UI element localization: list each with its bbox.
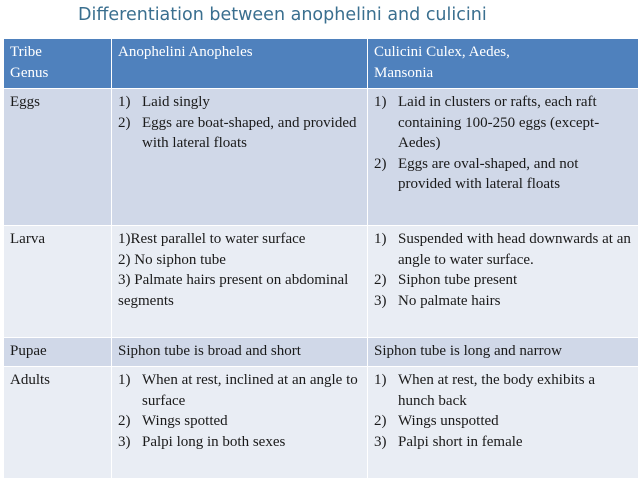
list-item xyxy=(118,411,362,432)
list-item xyxy=(374,229,633,270)
item-text: Wings spotted xyxy=(142,413,228,429)
line-text: 2) No siphon tube xyxy=(118,251,226,268)
list-item xyxy=(118,92,362,113)
item-number: 2) xyxy=(118,114,131,131)
item-number: 2) xyxy=(374,413,387,429)
item-text: Laid in clusters or rafts, each raft containing 100-250 eggs (except-Aedes) xyxy=(398,94,600,151)
anophelini-cell xyxy=(112,367,368,479)
header-tribe: Tribe xyxy=(10,44,42,60)
row-adults xyxy=(4,367,638,479)
row-label: Eggs xyxy=(4,89,112,226)
line-text: 3) Palmate hairs present on abdominal segments xyxy=(118,272,349,309)
item-text: Palpi short in female xyxy=(398,433,523,450)
line-text: 1)Rest parallel to water surface xyxy=(118,231,306,247)
item-text: Suspended with head downwards at an angle to water surface. xyxy=(398,231,631,268)
header-row xyxy=(4,39,638,89)
item-number: 2) xyxy=(374,272,387,288)
list-item xyxy=(374,92,633,154)
row-eggs xyxy=(4,89,638,226)
item-text: No palmate hairs xyxy=(398,292,501,309)
item-text: Eggs are boat-shaped, and provided with lateral floats xyxy=(142,114,357,151)
culicini-cell xyxy=(368,89,638,226)
item-text: When at rest, the body exhibits a hunch back xyxy=(398,372,596,409)
list-item xyxy=(374,411,633,432)
comparison-table xyxy=(3,38,638,479)
item-number: 3) xyxy=(374,433,387,450)
item-number: 1) xyxy=(118,94,131,110)
row-label: Larva xyxy=(4,226,112,338)
list-item xyxy=(118,432,362,453)
item-number: 3) xyxy=(374,292,387,309)
header-culicini-line-2: Mansonia xyxy=(374,64,434,81)
item-text: Laid singly xyxy=(142,94,210,110)
item-text: Wings unspotted xyxy=(398,413,499,429)
item-text: Eggs are oval-shaped, and not provided with lateral floats xyxy=(398,155,579,192)
anophelini-cell xyxy=(112,89,368,226)
anophelini-cell: Siphon tube is broad and short xyxy=(112,338,368,367)
header-culicini xyxy=(368,39,638,89)
list-item xyxy=(374,370,633,411)
item-text: Siphon tube present xyxy=(398,272,518,288)
item-number: 2) xyxy=(118,413,131,429)
list-item xyxy=(374,291,633,312)
header-anophelini: Anophelini Anopheles xyxy=(112,39,368,89)
anophelini-cell xyxy=(112,226,368,338)
item-number: 1) xyxy=(118,372,131,388)
item-number: 2) xyxy=(374,155,387,172)
row-pupae xyxy=(4,338,638,367)
list-item xyxy=(118,113,362,154)
item-number: 1) xyxy=(374,94,387,110)
list-item xyxy=(374,432,633,453)
row-larva xyxy=(4,226,638,338)
row-label: Pupae xyxy=(4,338,112,367)
header-tribe-genus xyxy=(4,39,112,89)
row-label: Adults xyxy=(4,367,112,479)
item-number: 1) xyxy=(374,372,387,388)
list-item xyxy=(118,370,362,411)
header-culicini-line-1: Culicini Culex, Aedes, xyxy=(374,44,510,60)
culicini-cell xyxy=(368,226,638,338)
header-genus: Genus xyxy=(10,64,49,81)
item-number: 1) xyxy=(374,231,387,247)
culicini-cell xyxy=(368,367,638,479)
list-item xyxy=(374,154,633,195)
culicini-cell: Siphon tube is long and narrow xyxy=(368,338,638,367)
item-text: When at rest, inclined at an angle to surface xyxy=(142,372,358,409)
item-number: 3) xyxy=(118,433,131,450)
list-item xyxy=(374,270,633,291)
slide-title: Differentiation between anophelini and culicini xyxy=(78,5,487,25)
item-text: Palpi long in both sexes xyxy=(142,433,286,450)
